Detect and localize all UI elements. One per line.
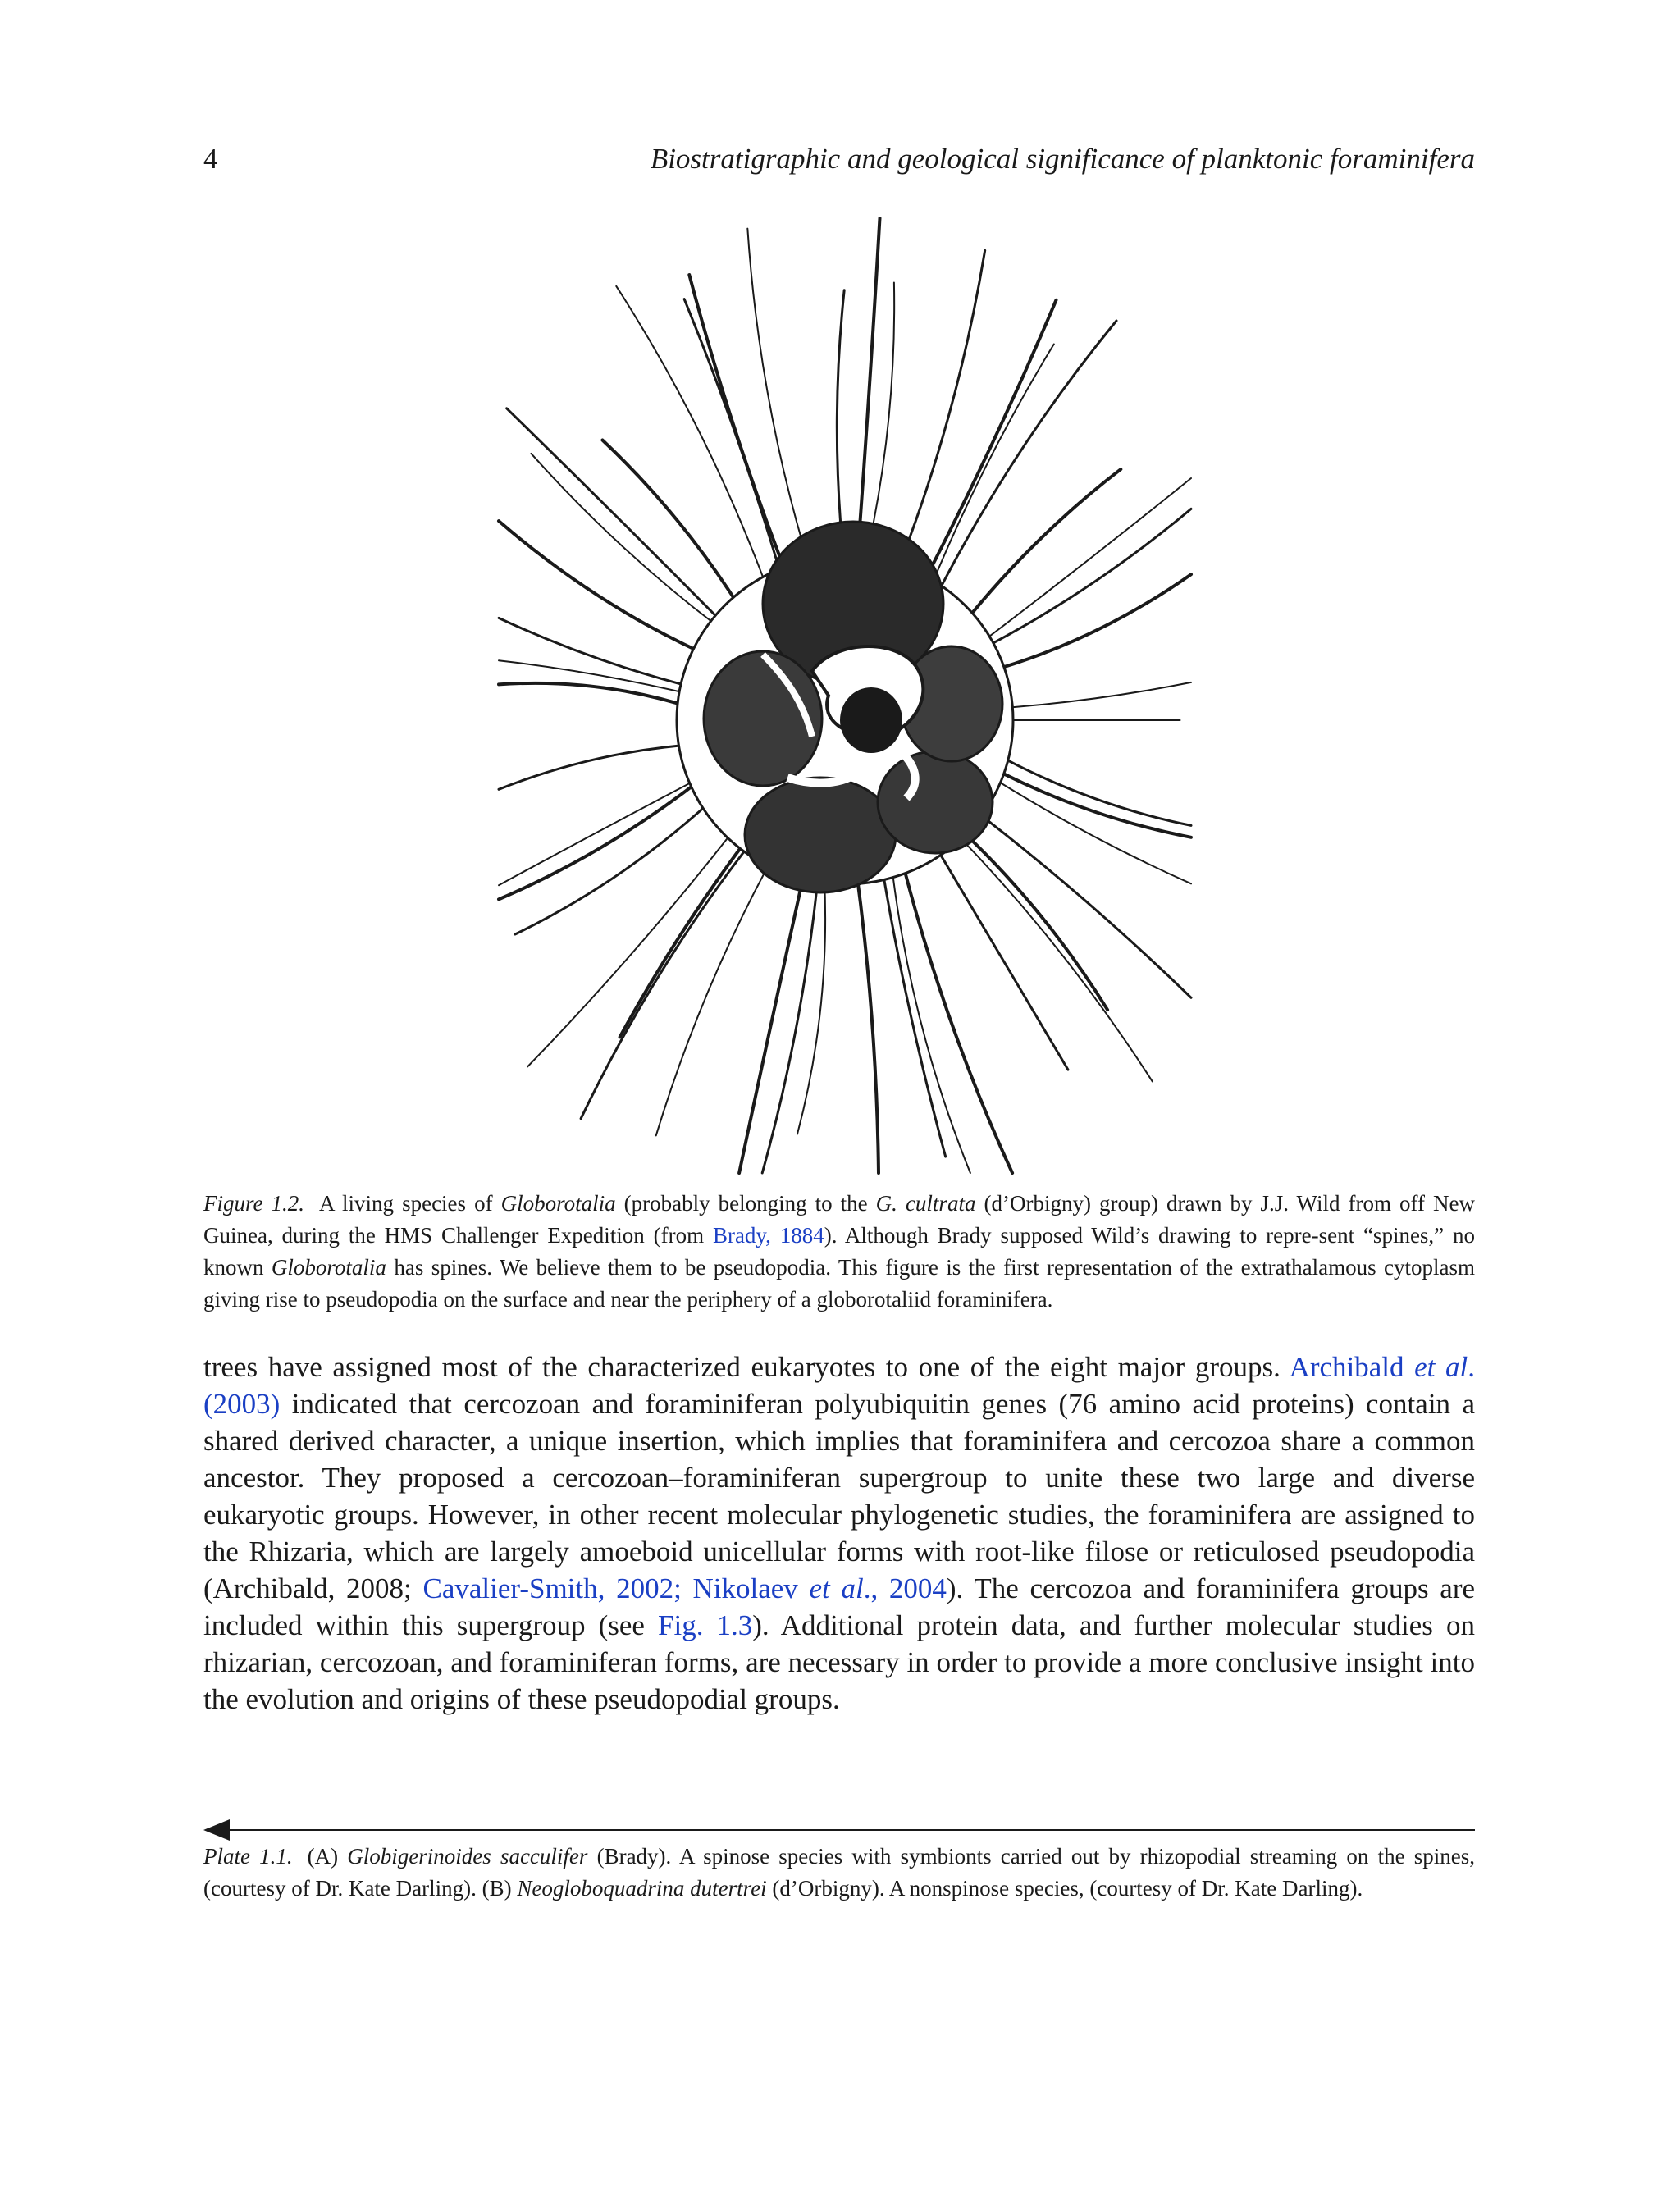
pseudopodium-line [656,849,778,1135]
back-arrow-icon[interactable] [203,1818,1475,1842]
citation-link-brady-1884[interactable]: Brady, 1884 [712,1223,824,1248]
caption-taxon: Globorotalia [271,1255,386,1280]
caption-taxon: G. cultrata [875,1191,976,1216]
pseudopodium-line [602,440,751,628]
plate-divider [203,1818,1475,1842]
pseudopodium-line [913,300,1057,603]
link-text: Cavalier-Smith, 2002; Nikolaev [422,1572,810,1604]
pseudopodium-line [684,299,781,575]
pseudopodium-line [507,408,721,621]
link-text: ., 2004 [863,1572,947,1604]
body-paragraph [203,1349,1475,1718]
caption-taxon: Neogloboquadrina dutertrei [517,1876,767,1901]
page-header [203,136,1475,182]
pseudopodium-line [957,469,1121,632]
pseudopodium-line [985,774,1191,884]
figure-caption [203,1188,1475,1316]
pseudopodium-line [892,875,970,1173]
figure-label: Figure 1.2. [203,1191,305,1216]
link-text: et al [1414,1351,1468,1383]
pseudopodium-line [499,779,701,900]
caption-text: (d’Orbigny) group) drawn by J.J. Wild from off New Guinea, during the HMS Challenger Expedition (from [203,1191,1475,1248]
plate-label: Plate 1.1. [203,1844,293,1869]
pseudopodium-line [499,521,719,660]
running-title: Biostratigraphic and geological significance of planktonic foraminifera [650,143,1475,175]
body-text: ). Additional protein data, and further molecular studies on rhizarian, cercozoan, and foraminiferan forms, are necessary in order to provide a more conclusive insight into the evolution and origins of these pseudopodial groups. [203,1609,1475,1715]
caption-text: A living species of [319,1191,501,1216]
plate-caption [203,1841,1475,1905]
pseudopodium-line [527,812,748,1066]
body-text: ). The cercozoa and foraminifera groups are included within this supergroup (see [203,1572,1476,1641]
caption-text: has spines. We believe them to be pseudopodia. This figure is the first representation of the extrathalamous cytoplasm giving rise to pseudopodia on the surface and near the periphery of a globorotaliid foraminifera. [203,1255,1475,1312]
pseudopodium-line [532,454,740,643]
foraminifera-test [677,522,1013,892]
pseudopodium-line [499,744,702,789]
pseudopodium-line [993,753,1191,826]
pseudopodium-line [988,574,1191,672]
caption-text: (Brady). A spinose species with symbionts carried out by rhizopodial streaming on the spines, (courtesy of Dr. Kate Darling). (B) [203,1844,1475,1901]
pseudopodium-line [865,283,894,560]
pseudopodium-line [739,873,804,1173]
caption-text: (A) [307,1844,348,1869]
link-text: Archibald [1289,1351,1415,1383]
pseudopodium-line [689,275,797,600]
link-text: . (2003) [203,1351,1476,1420]
caption-text: (d’Orbigny). A nonspinose species, (courtesy of Dr. Kate Darling). [766,1876,1363,1901]
caption-taxon: Globorotalia [500,1191,616,1216]
figure-illustration [492,212,1198,1180]
body-text: indicated that cercozoan and foraminiferan polyubiquitin genes (76 amino acid proteins) contain a shared derived character, a unique insertion, which implies that foraminifera and cercozoa share a common ancestor. They proposed a cercozoan–foraminiferan supergroup to unite these two large and diverse eukaryotic groups. However, in other recent molecular phylogenetic studies, the foraminifera are assigned to the Rhizaria, which are largely amoeboid unicellular forms with root-like filose or reticulosed pseudopodia (Archibald, 2008; [203,1388,1475,1604]
body-text: trees have assigned most of the characterized eukaryotes to one of the eight major groups. [203,1351,1290,1383]
pseudopodium-line [925,321,1116,618]
pseudopodium-line [932,345,1054,585]
caption-text: (probably belonging to the [615,1191,876,1216]
pseudopodium-line [762,847,820,1174]
pseudopodium-line [499,618,696,687]
figure-link-1-3[interactable]: Fig. 1.3 [658,1609,753,1641]
pseudopodium-line [747,229,810,570]
caption-taxon: Globigerinoides sacculifer [347,1844,588,1869]
pseudopodium-line [978,478,1191,645]
citation-link-cavalier-smith-nikolaev[interactable] [422,1572,946,1604]
pseudopodium-line [987,682,1191,710]
foraminifera-drawing [492,212,1198,1180]
pseudopodium-line [965,803,1191,998]
pseudopodium-line [856,869,879,1173]
pseudopodium-line [581,824,765,1118]
link-text: et al [809,1572,864,1604]
pseudopodium-line [499,683,698,710]
caption-text: ). Although Brady supposed Wild’s drawing to repre-sent “spines,” no known [203,1223,1475,1280]
page-number: 4 [203,143,218,175]
pseudopodium-line [616,286,771,599]
pseudopodium-line [899,847,1013,1173]
